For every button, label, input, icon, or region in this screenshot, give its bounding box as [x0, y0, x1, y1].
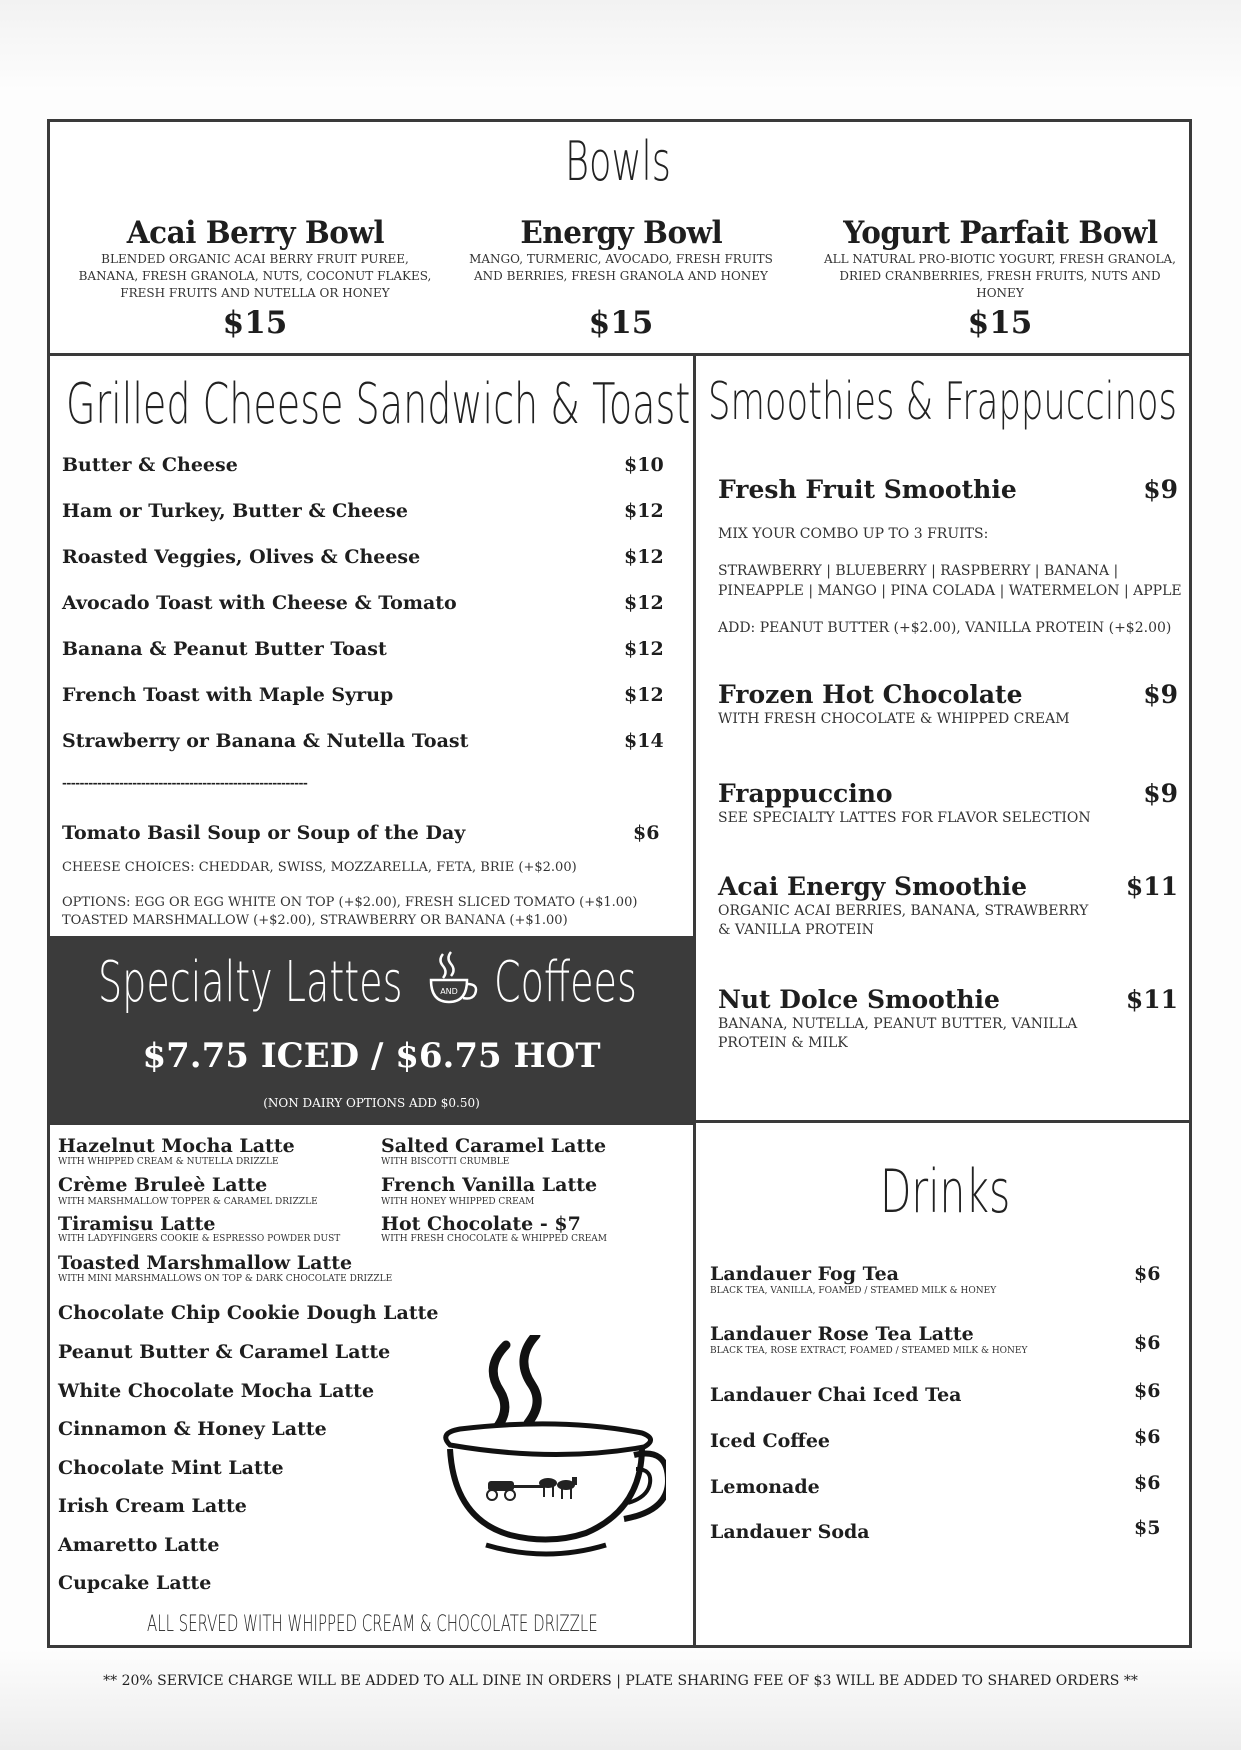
item-name: Butter & Cheese [62, 454, 238, 476]
item-name: Landauer Fog Tea [710, 1263, 899, 1285]
item-name: Avocado Toast with Cheese & Tomato [62, 592, 457, 614]
divider-center-bottom [693, 1122, 696, 1648]
item-desc: BANANA, NUTELLA, PEANUT BUTTER, VANILLA [718, 1016, 1078, 1032]
lattes-title-right: Coffees [494, 950, 637, 1015]
divider-bowls [47, 353, 1192, 356]
menu-row [62, 638, 662, 668]
item-desc: PROTEIN & MILK [718, 1035, 848, 1051]
latte-sub: WITH MARSHMALLOW TOPPER & CARAMEL DRIZZLE [58, 1197, 318, 1207]
item-price: $5 [1134, 1517, 1161, 1539]
item-desc: BLACK TEA, ROSE EXTRACT, FOAMED / STEAMED MILK & HONEY [710, 1346, 1028, 1356]
menu-row [62, 592, 662, 622]
menu-row [62, 500, 662, 530]
item-price: $9 [1143, 475, 1178, 504]
latte-name: Cinnamon & Honey Latte [58, 1418, 327, 1440]
bowls-title: Bowls [565, 130, 671, 193]
coffee-cup-illustration-icon [436, 1335, 666, 1565]
item-price: $9 [1143, 680, 1178, 709]
bowl-desc: MANGO, TURMERIC, AVOCADO, FRESH FRUITS AND BERRIES, FRESH GRANOLA AND HONEY [469, 252, 773, 283]
fruit-list: STRAWBERRY | BLUEBERRY | RASPBERRY | BANANA | [718, 563, 1119, 579]
item-price: $6 [1134, 1380, 1161, 1402]
item-price: $14 [624, 730, 664, 752]
latte-name: White Chocolate Mocha Latte [58, 1380, 375, 1402]
latte-name: French Vanilla Latte [381, 1174, 598, 1196]
item-price: $11 [1125, 985, 1178, 1014]
options-line: TOASTED MARSHMALLOW (+$2.00), STRAWBERRY OR BANANA (+$1.00) [62, 913, 568, 928]
divider-smoothies-drinks [693, 1120, 1192, 1123]
latte-name: Toasted Marshmallow Latte [58, 1252, 353, 1274]
item-name: Landauer Chai Iced Tea [710, 1384, 962, 1406]
latte-sub: WITH MINI MARSHMALLOWS ON TOP & DARK CHOCOLATE DRIZZLE [58, 1274, 393, 1284]
bowl-name: Energy Bowl [520, 215, 722, 251]
latte-name: Irish Cream Latte [58, 1495, 247, 1517]
item-name: Landauer Soda [710, 1521, 870, 1543]
item-price: $12 [624, 684, 664, 706]
item-desc: SEE SPECIALTY LATTES FOR FLAVOR SELECTION [718, 810, 1091, 826]
nondairy-note: (NON DAIRY OPTIONS ADD $0.50) [263, 1096, 480, 1110]
latte-name: Crème Bruleè Latte [58, 1174, 268, 1196]
menu-row [62, 546, 662, 576]
footer-note: ** 20% SERVICE CHARGE WILL BE ADDED TO ALL DINE IN ORDERS | PLATE SHARING FEE OF $3 WILL BE ADDED TO SHARED ORDERS ** [103, 1673, 1138, 1689]
latte-name: Salted Caramel Latte [381, 1135, 607, 1157]
item-price: $11 [1125, 872, 1178, 901]
item-price: $12 [624, 500, 664, 522]
item-name: Nut Dolce Smoothie [718, 985, 1000, 1014]
bowl-acai [75, 215, 435, 341]
item-desc: & VANILLA PROTEIN [718, 922, 874, 938]
bowl-price: $15 [967, 305, 1033, 341]
item-name: Lemonade [710, 1476, 820, 1498]
bowl-name: Acai Berry Bowl [126, 215, 384, 251]
drinks-title: Drinks [880, 1157, 1011, 1227]
grilled-title: Grilled Cheese Sandwich & Toast [66, 372, 691, 437]
item-price: $6 [1134, 1472, 1161, 1494]
item-name: Strawberry or Banana & Nutella Toast [62, 730, 469, 752]
bowl-energy [461, 215, 781, 341]
lattes-title-left: Specialty Lattes [98, 950, 403, 1015]
item-name: Acai Energy Smoothie [718, 872, 1028, 901]
soup-row [62, 822, 662, 852]
addons: ADD: PEANUT BUTTER (+$2.00), VANILLA PROTEIN (+$2.00) [718, 620, 1172, 636]
item-name: French Toast with Maple Syrup [62, 684, 394, 706]
item-price: $6 [1134, 1332, 1161, 1354]
latte-prices: $7.75 ICED / $6.75 HOT [142, 1036, 601, 1076]
bowl-price: $15 [588, 305, 654, 341]
item-name: Frozen Hot Chocolate [718, 680, 1023, 709]
latte-sub: WITH HONEY WHIPPED CREAM [381, 1197, 535, 1207]
item-name: Banana & Peanut Butter Toast [62, 638, 387, 660]
item-name: Iced Coffee [710, 1430, 831, 1452]
item-name: Ham or Turkey, Butter & Cheese [62, 500, 409, 522]
item-name: Frappuccino [718, 779, 893, 808]
bowl-yogurt [820, 215, 1180, 341]
item-name: Landauer Rose Tea Latte [710, 1323, 974, 1345]
item-price: $12 [624, 638, 664, 660]
item-name: Fresh Fruit Smoothie [718, 475, 1017, 504]
item-desc: BLACK TEA, VANILLA, FOAMED / STEAMED MILK & HONEY [710, 1286, 997, 1296]
bowl-desc: BLENDED ORGANIC ACAI BERRY FRUIT PUREE, BANANA, FRESH GRANOLA, NUTS, COCONUT FLAKES, FRESH FRUITS AND NUTELLA OR HONEY [78, 252, 432, 300]
dashed-divider: -------------------------------------------------------- [62, 776, 308, 790]
menu-row [62, 684, 662, 714]
options-line: OPTIONS: EGG OR EGG WHITE ON TOP (+$2.00), FRESH SLICED TOMATO (+$1.00) [62, 895, 638, 910]
latte-name: Chocolate Chip Cookie Dough Latte [58, 1302, 439, 1324]
item-name: Roasted Veggies, Olives & Cheese [62, 546, 421, 568]
item-price: $12 [624, 592, 664, 614]
bowl-name: Yogurt Parfait Bowl [842, 215, 1158, 251]
latte-name: Peanut Butter & Caramel Latte [58, 1341, 391, 1363]
latte-sub: WITH BISCOTTI CRUMBLE [381, 1157, 510, 1167]
fruit-intro: MIX YOUR COMBO UP TO 3 FRUITS: [718, 526, 989, 542]
latte-name: Chocolate Mint Latte [58, 1457, 284, 1479]
item-desc: ORGANIC ACAI BERRIES, BANANA, STRAWBERRY [718, 903, 1089, 919]
cheese-choices: CHEESE CHOICES: CHEDDAR, SWISS, MOZZARELLA, FETA, BRIE (+$2.00) [62, 860, 577, 875]
item-price: $6 [1134, 1263, 1161, 1285]
bowl-price: $15 [222, 305, 288, 341]
item-price: $9 [1143, 779, 1178, 808]
latte-name: Amaretto Latte [58, 1534, 220, 1556]
smoothies-title: Smoothies & Frappuccinos [708, 372, 1177, 432]
latte-name: Cupcake Latte [58, 1572, 212, 1594]
item-price: $6 [633, 822, 660, 844]
latte-sub: WITH WHIPPED CREAM & NUTELLA DRIZZLE [58, 1157, 279, 1167]
fruit-list: PINEAPPLE | MANGO | PINA COLADA | WATERMELON | APPLE [718, 583, 1182, 599]
menu-row [62, 454, 662, 484]
item-price: $12 [624, 546, 664, 568]
item-price: $6 [1134, 1426, 1161, 1448]
coffee-cup-icon [427, 950, 481, 1010]
item-name: Tomato Basil Soup or Soup of the Day [62, 822, 466, 844]
divider-center-top [693, 353, 696, 1123]
item-price: $10 [624, 454, 664, 476]
latte-sub: WITH FRESH CHOCOLATE & WHIPPED CREAM [381, 1234, 608, 1244]
menu-row [62, 730, 662, 760]
divider-banner-bottom [47, 1122, 696, 1125]
latte-name: Hazelnut Mocha Latte [58, 1135, 295, 1157]
latte-name: Hot Chocolate - $7 [381, 1213, 581, 1235]
lattes-footer: ALL SERVED WITH WHIPPED CREAM & CHOCOLATE DRIZZLE [147, 1612, 598, 1637]
cup-and-text: AND [440, 987, 458, 996]
bowl-desc: ALL NATURAL PRO-BIOTIC YOGURT, FRESH GRANOLA, DRIED CRANBERRIES, FRESH FRUITS, NUTS AND HONEY [824, 252, 1176, 300]
latte-sub: WITH LADYFINGERS COOKIE & ESPRESSO POWDER DUST [58, 1234, 341, 1244]
item-desc: WITH FRESH CHOCOLATE & WHIPPED CREAM [718, 711, 1070, 727]
latte-name: Tiramisu Latte [58, 1213, 216, 1235]
